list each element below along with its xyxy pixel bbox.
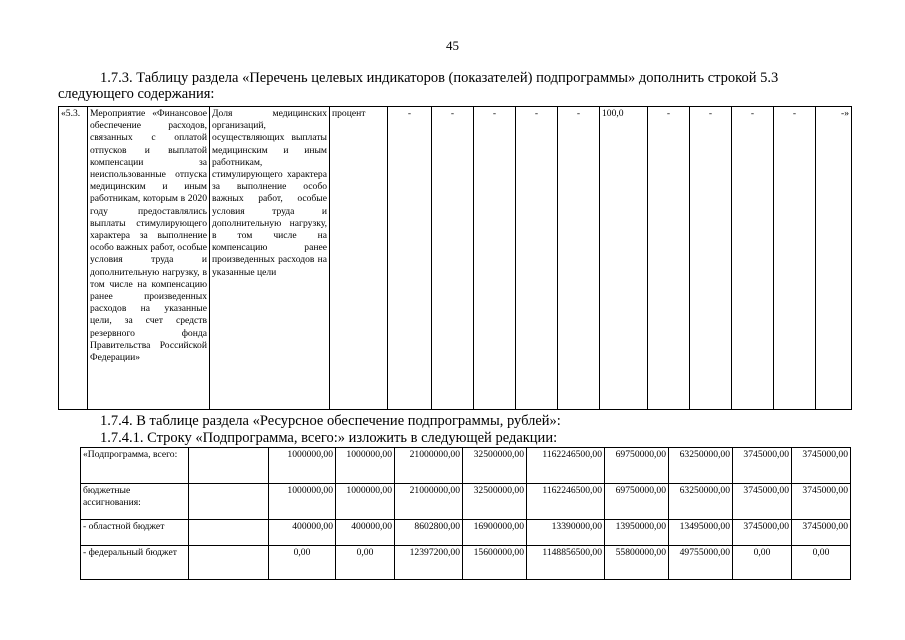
empty-cell (189, 546, 269, 580)
indicators-table (58, 106, 852, 410)
amount-cell: 1000000,00 (269, 448, 336, 484)
paragraph-1-7-3-line1: 1.7.3. Таблицу раздела «Перечень целевых индикаторов (показателей) подпрограммы» дополнить строкой 5.3 (100, 70, 779, 86)
amount-cell: 1000000,00 (269, 484, 336, 520)
value-cell: - (474, 107, 516, 410)
amount-cell: 1162246500,00 (527, 448, 605, 484)
amount-cell: 400000,00 (336, 520, 395, 546)
page-number: 45 (446, 38, 459, 53)
value-cell: - (732, 107, 774, 410)
amount-cell: 1000000,00 (336, 448, 395, 484)
amount-cell: 400000,00 (269, 520, 336, 546)
amount-cell: 0,00 (269, 546, 336, 580)
amount-cell: 1148856500,00 (527, 546, 605, 580)
table-row (81, 546, 851, 580)
empty-cell (189, 520, 269, 546)
paragraph-1-7-4: 1.7.4. В таблице раздела «Ресурсное обеспечение подпрограммы, рублей»: (100, 413, 561, 429)
value-cell: - (432, 107, 474, 410)
amount-cell: 0,00 (336, 546, 395, 580)
amount-cell: 3745000,00 (792, 448, 851, 484)
amount-cell: 69750000,00 (605, 448, 669, 484)
amount-cell: 21000000,00 (395, 484, 463, 520)
amount-cell: 32500000,00 (463, 448, 527, 484)
resources-table (80, 447, 851, 580)
table-row (81, 448, 851, 484)
table-row (59, 107, 852, 410)
indicator-cell: Доля медицинских организаций, осуществляющих выплаты медицинским и иным работникам, стимулирующего характера за выполнение особо важных работ, особые условия труда и дополнительную нагрузку, в том числе на компенсацию ранее произведенных расходов на указанные цели (210, 107, 330, 410)
amount-cell: 8602800,00 (395, 520, 463, 546)
value-cell: - (774, 107, 816, 410)
value-cell: 100,0 (600, 107, 648, 410)
amount-cell: 15600000,00 (463, 546, 527, 580)
amount-cell: 13495000,00 (669, 520, 733, 546)
row-label: «Подпрограмма, всего: (81, 448, 189, 484)
row-label: - федеральный бюджет (81, 546, 189, 580)
value-cell: - (648, 107, 690, 410)
table-row (81, 484, 851, 520)
amount-cell: 3745000,00 (733, 484, 792, 520)
amount-cell: 49755000,00 (669, 546, 733, 580)
unit-cell: процент (330, 107, 388, 410)
table-row (81, 520, 851, 546)
empty-cell (189, 484, 269, 520)
amount-cell: 69750000,00 (605, 484, 669, 520)
amount-cell: 13950000,00 (605, 520, 669, 546)
value-cell: - (388, 107, 432, 410)
amount-cell: 1162246500,00 (527, 484, 605, 520)
paragraph-1-7-3-cont: следующего содержания: (58, 86, 215, 102)
amount-cell: 32500000,00 (463, 484, 527, 520)
value-cell: - (690, 107, 732, 410)
amount-cell: 3745000,00 (792, 484, 851, 520)
amount-cell: 13390000,00 (527, 520, 605, 546)
amount-cell: 1000000,00 (336, 484, 395, 520)
value-cell: - (558, 107, 600, 410)
paragraph-1-7-4-1: 1.7.4.1. Строку «Подпрограмма, всего:» изложить в следующей редакции: (100, 430, 558, 446)
amount-cell: 16900000,00 (463, 520, 527, 546)
paragraph-1-7-3 (100, 70, 845, 86)
amount-cell: 12397200,00 (395, 546, 463, 580)
row-number-cell: «5.3. (59, 107, 88, 410)
row-label: - областной бюджет (81, 520, 189, 546)
amount-cell: 21000000,00 (395, 448, 463, 484)
amount-cell: 3745000,00 (733, 520, 792, 546)
amount-cell: 0,00 (792, 546, 851, 580)
amount-cell: 63250000,00 (669, 448, 733, 484)
amount-cell: 3745000,00 (733, 448, 792, 484)
row-label: бюджетные ассигнования: (81, 484, 189, 520)
amount-cell: 3745000,00 (792, 520, 851, 546)
amount-cell: 63250000,00 (669, 484, 733, 520)
amount-cell: 0,00 (733, 546, 792, 580)
measure-cell: Мероприятие «Финансовое обеспечение расходов, связанных с оплатой отпусков и выплатой компенсации за неиспользованные отпуска медицинским и иным работникам, которым в 2020 году предоставлялись выплаты стимулирующего характера за выполнение особо важных работ, особые условия труда и дополнительную нагрузку, в том числе на компенсацию ранее произведенных расходов на указанные цели, за счет средств резервного фонда Правительства Российской Федерации» (88, 107, 210, 410)
amount-cell: 55800000,00 (605, 546, 669, 580)
value-cell: -» (816, 107, 852, 410)
empty-cell (189, 448, 269, 484)
value-cell: - (516, 107, 558, 410)
